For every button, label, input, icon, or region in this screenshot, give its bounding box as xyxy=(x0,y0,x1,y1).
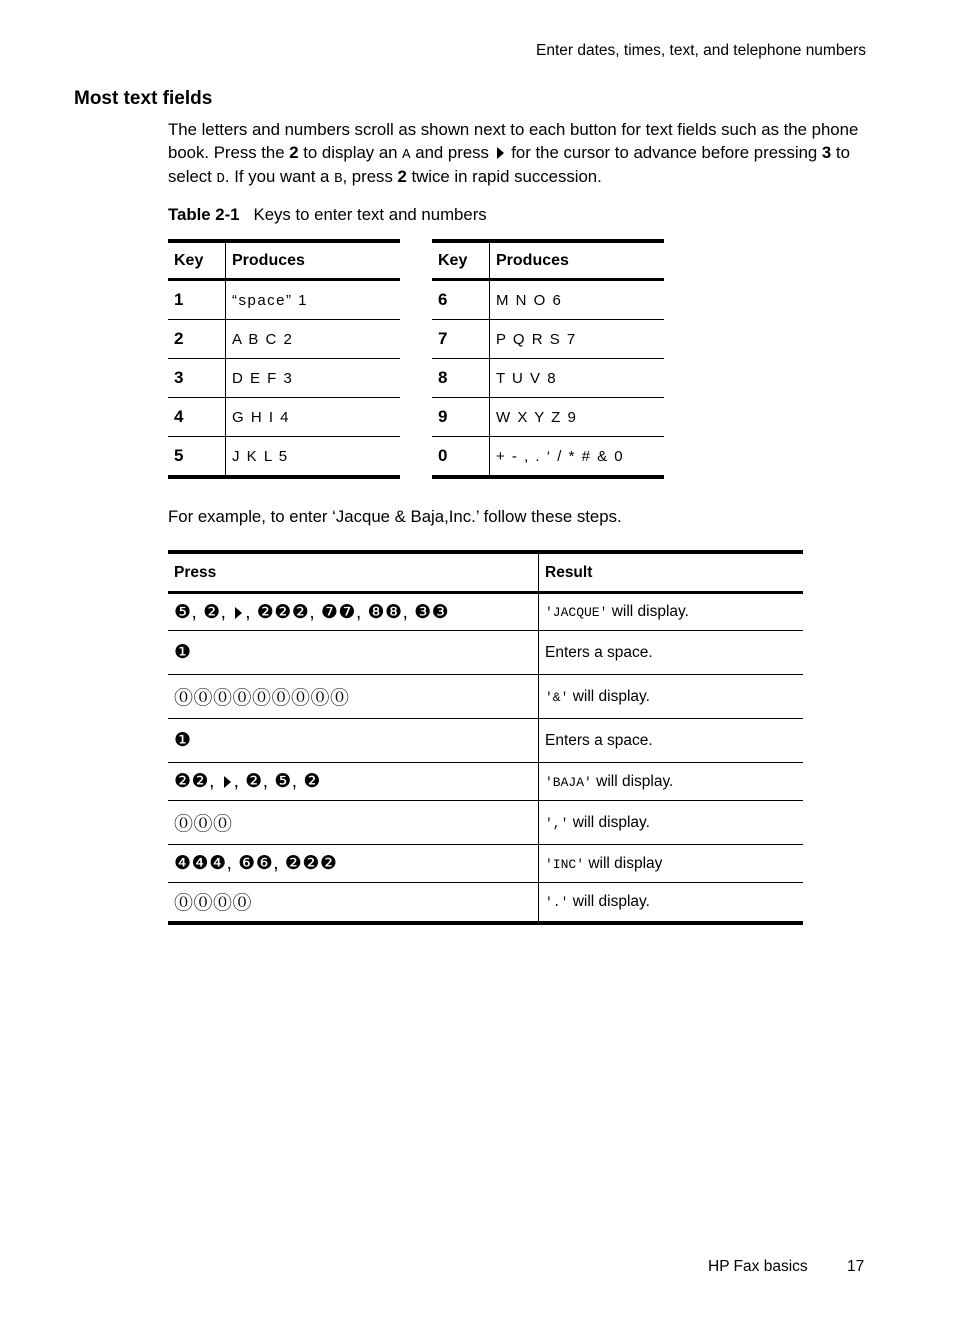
right-arrow-key-icon xyxy=(497,147,504,159)
table-header-row xyxy=(168,241,400,280)
table-row xyxy=(432,359,664,398)
produces-cell: + - , . ‘ / * # & 0 xyxy=(490,437,665,478)
table-row xyxy=(168,845,803,883)
press-cell xyxy=(168,883,539,923)
produces-cell: A B C 2 xyxy=(226,320,401,359)
key-cell: 0 xyxy=(432,437,490,478)
table-row xyxy=(432,437,664,478)
press-sequence: ❶ xyxy=(174,642,192,663)
result-header: Result xyxy=(539,552,804,593)
press-cell xyxy=(168,631,539,675)
table-row xyxy=(168,719,803,763)
result-cell xyxy=(539,845,804,883)
press-cell xyxy=(168,593,539,631)
key-header: Key xyxy=(168,241,226,280)
intro-paragraph xyxy=(168,119,888,191)
table-caption-text: Keys to enter text and numbers xyxy=(253,205,487,224)
example-intro: For example, to enter ‘Jacque & Baja,Inc.’ follow these steps. xyxy=(168,507,622,526)
page-number: 17 xyxy=(847,1258,865,1275)
table-row xyxy=(432,280,664,320)
result-cell xyxy=(539,763,804,801)
table-row xyxy=(168,631,803,675)
result-cell xyxy=(539,675,804,719)
intro-code: B xyxy=(334,171,343,187)
result-code: ',' xyxy=(545,815,569,831)
table-row xyxy=(168,320,400,359)
press-sequence: ❹❹❹, ❻❻, ❷❷❷ xyxy=(174,853,338,874)
table-header-row xyxy=(432,241,664,280)
intro-text: and press xyxy=(410,142,494,162)
key-cell: 4 xyxy=(168,398,226,437)
produces-cell: T U V 8 xyxy=(490,359,665,398)
key-cell: 1 xyxy=(168,280,226,320)
produces-cell: D E F 3 xyxy=(226,359,401,398)
key-cell: 6 xyxy=(432,280,490,320)
press-cell xyxy=(168,675,539,719)
right-arrow-key-icon xyxy=(224,776,231,788)
key-cell: 8 xyxy=(432,359,490,398)
footer-section-name: HP Fax basics xyxy=(708,1258,808,1275)
produces-cell: J K L 5 xyxy=(226,437,401,478)
result-code: 'BAJA' xyxy=(545,774,592,790)
press-cell xyxy=(168,845,539,883)
result-text: will display. xyxy=(568,892,650,910)
press-sequence: ❷❷, xyxy=(174,771,221,792)
result-text: Enters a space. xyxy=(545,731,653,749)
table-row xyxy=(168,437,400,478)
key-cell: 7 xyxy=(432,320,490,359)
result-text: Enters a space. xyxy=(545,643,653,661)
result-cell xyxy=(539,719,804,763)
press-sequence: , ❷❷❷, ❼❼, ❽❽, ❸❸ xyxy=(245,601,450,623)
intro-text: twice in rapid succession. xyxy=(406,167,602,186)
right-arrow-key-icon xyxy=(235,607,242,619)
intro-code: A xyxy=(402,146,411,163)
produces-cell: G H I 4 xyxy=(226,398,401,437)
key-cell: 9 xyxy=(432,398,490,437)
press-cell xyxy=(168,763,539,801)
running-header: Enter dates, times, text, and telephone numbers xyxy=(536,42,866,59)
key-cell: 5 xyxy=(168,437,226,478)
produces-cell: W X Y Z 9 xyxy=(490,398,665,437)
table-row xyxy=(432,320,664,359)
key-cell: 3 xyxy=(168,359,226,398)
result-text: will display. xyxy=(568,813,650,831)
table-row xyxy=(168,359,400,398)
result-cell xyxy=(539,883,804,923)
press-sequence: , ❷, ❺, ❷ xyxy=(233,771,321,792)
table-row xyxy=(168,398,400,437)
press-sequence: ❶ xyxy=(174,730,192,751)
result-code: 'INC' xyxy=(545,856,585,872)
table-header-row xyxy=(168,552,803,593)
press-sequence: ⓪⓪⓪⓪ xyxy=(174,893,253,915)
press-sequence: ⓪⓪⓪ xyxy=(174,814,233,835)
produces-header: Produces xyxy=(226,241,401,280)
intro-text: . If you want a xyxy=(224,167,335,186)
intro-text: The letters and numbers scroll as shown next to each button for text fields such as the phone book. Press the xyxy=(168,120,859,162)
press-sequence: ⓪⓪⓪⓪⓪⓪⓪⓪⓪ xyxy=(174,688,350,709)
intro-text: to select xyxy=(168,142,850,186)
result-cell xyxy=(539,801,804,845)
table-row xyxy=(168,280,400,320)
result-text: will display xyxy=(584,854,663,872)
intro-key: 2 xyxy=(397,167,407,186)
result-code: '.' xyxy=(545,894,569,910)
result-text: will display. xyxy=(591,772,674,790)
table-caption-label: Table 2-1 xyxy=(168,205,240,224)
result-code: '&' xyxy=(545,689,569,705)
table-row xyxy=(432,398,664,437)
table-row xyxy=(168,675,803,719)
intro-key: 2 xyxy=(289,142,299,162)
keys-table-right xyxy=(432,239,664,479)
result-cell xyxy=(539,593,804,631)
intro-text: to display an xyxy=(298,142,403,162)
key-header: Key xyxy=(432,241,490,280)
keys-table-left xyxy=(168,239,400,479)
produces-header: Produces xyxy=(490,241,665,280)
press-sequence: ❺, ❷, xyxy=(174,601,233,623)
produces-cell: M N O 6 xyxy=(496,291,563,309)
produces-cell: “space” 1 xyxy=(232,291,309,309)
produces-cell: P Q R S 7 xyxy=(490,320,665,359)
intro-code: D xyxy=(216,171,225,187)
table-row xyxy=(168,883,803,923)
result-code: 'JACQUE' xyxy=(545,605,608,620)
table-row xyxy=(168,801,803,845)
key-cell: 2 xyxy=(168,320,226,359)
table-caption xyxy=(168,205,487,225)
result-cell xyxy=(539,631,804,675)
press-header: Press xyxy=(168,552,539,593)
intro-text: , press xyxy=(342,167,398,186)
result-text: will display. xyxy=(607,603,689,620)
press-cell xyxy=(168,719,539,763)
steps-table xyxy=(168,550,803,925)
result-text: will display. xyxy=(568,687,650,705)
press-cell xyxy=(168,801,539,845)
section-heading: Most text fields xyxy=(74,88,213,109)
table-row xyxy=(168,593,803,631)
intro-key: 3 xyxy=(821,142,832,162)
intro-text: for the cursor to advance before pressing xyxy=(506,142,822,162)
table-row xyxy=(168,763,803,801)
